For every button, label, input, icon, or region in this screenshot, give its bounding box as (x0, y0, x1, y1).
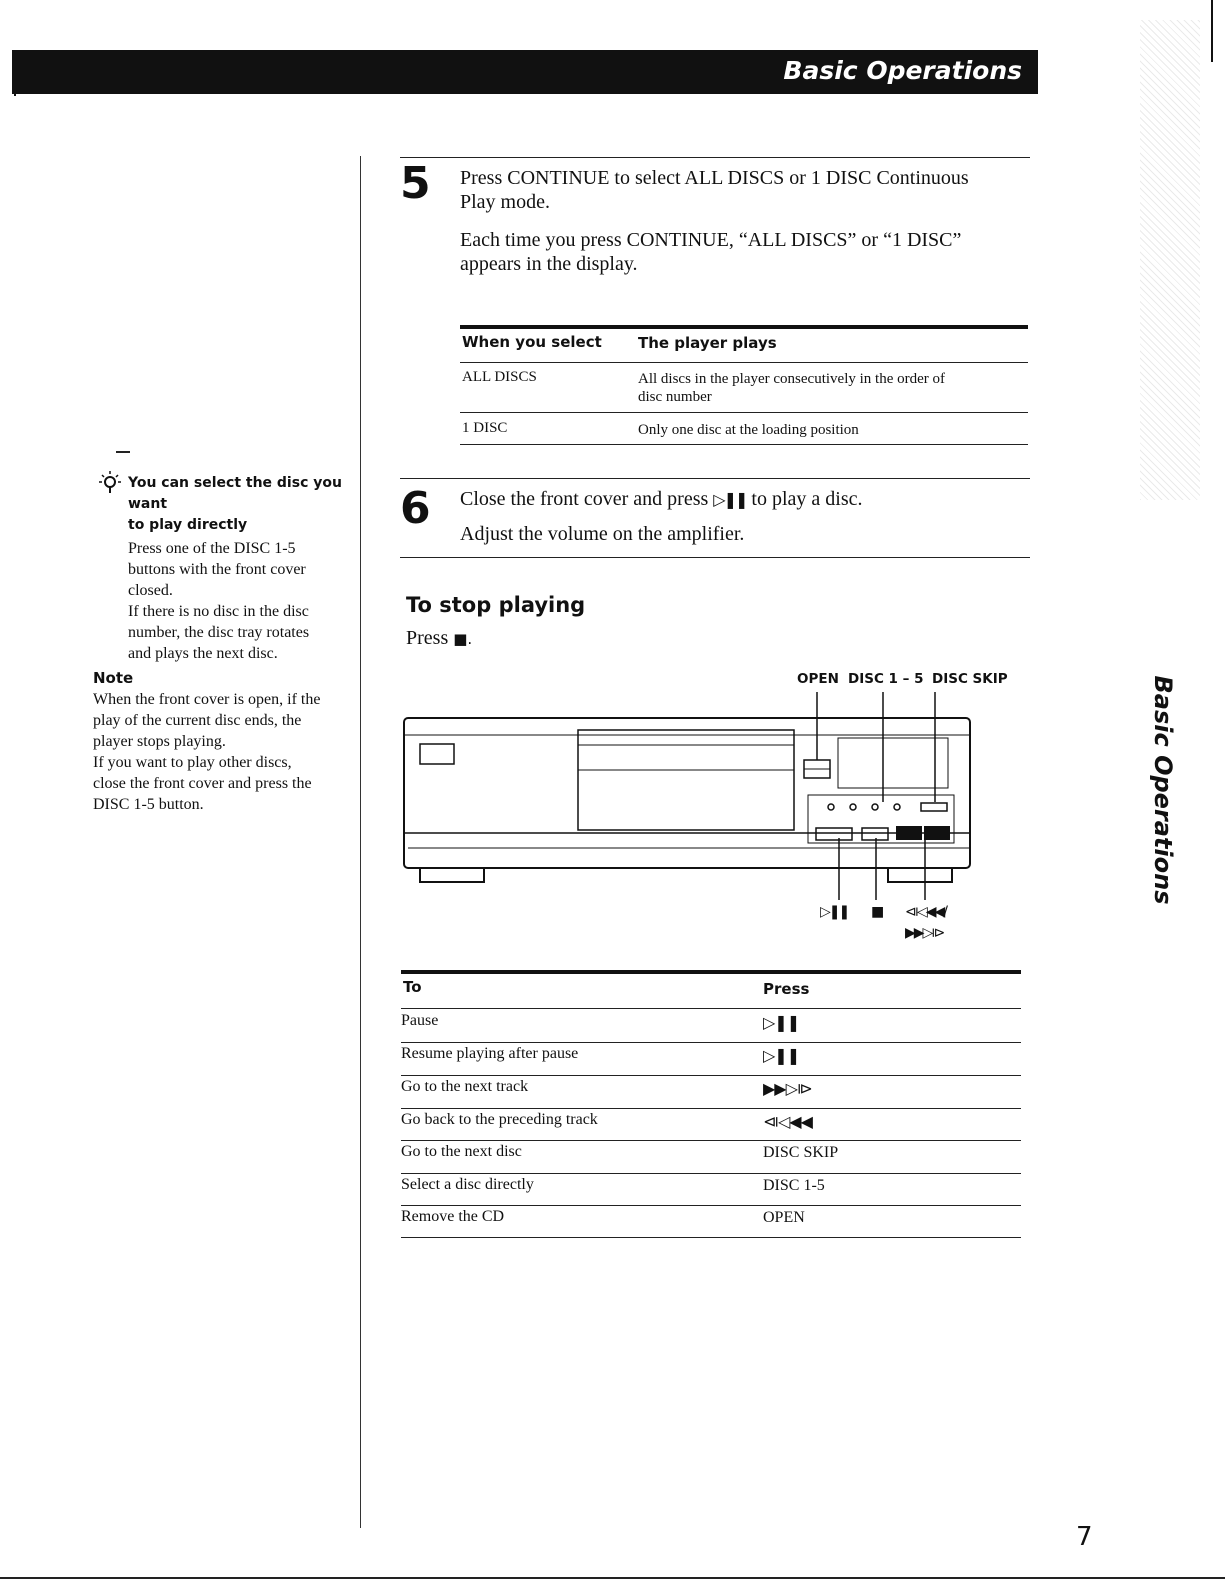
mode-table-header-plays: The player plays (638, 334, 777, 352)
mode-table-row2-select: 1 DISC (462, 420, 508, 436)
side-tab (1148, 675, 1178, 905)
step6-number: 6 (400, 483, 431, 534)
ops-row-press: OPEN (763, 1209, 805, 1226)
page-number: 7 (1076, 1522, 1093, 1552)
bottom-edge-line (0, 1577, 1225, 1579)
label-disc-1-5: DISC 1 – 5 (848, 671, 924, 687)
ops-row-press: ▷❚❚ (763, 1013, 800, 1032)
stop-heading: To stop playing (406, 593, 586, 617)
step6-instruction: Close the front cover and press ▷❚❚ to play a disc. Adjust the volume on the amplifier. (460, 488, 863, 545)
stop-instruction: Press ■. (406, 627, 473, 649)
mode-table-row1-plays: All discs in the player consecutively in the order of disc number (638, 371, 945, 405)
label-next-track: ▶▶▷⧐ (905, 925, 944, 941)
note-block (93, 667, 361, 815)
ops-row (401, 1075, 1021, 1109)
ops-row (401, 1205, 1021, 1238)
ops-header-to: To (403, 978, 422, 996)
play-pause-glyph: ▷❚❚ (713, 490, 747, 509)
note-body: When the front cover is open, if the play of the current disc ends, the player stops playing. If you want to play other discs, close the front cover and press the DISC 1-5 button. (93, 691, 321, 813)
label-prev-track: ⧏◁◀◀/ (905, 904, 947, 920)
ops-row (401, 1108, 1021, 1141)
ops-row-to: Go back to the preceding track (401, 1111, 598, 1128)
mode-table-row1-select: ALL DISCS (462, 369, 537, 385)
mode-table (460, 325, 1028, 449)
step5-instruction: Press CONTINUE to select ALL DISCS or 1 DISC Continuous Play mode. Each time you press CONTINUE, “ALL DISCS” or “1 DISC” appears in the display. (460, 167, 969, 275)
tip-title: You can select the disc you want to play directly (128, 475, 342, 533)
ops-header-press: Press (763, 980, 810, 998)
label-play-pause: ▷❚❚ (820, 904, 849, 920)
tip-dash (116, 451, 130, 453)
label-open: OPEN (797, 671, 839, 687)
tip-body: Press one of the DISC 1-5 buttons with the front cover closed. If there is no disc in the disc number, the disc tray rotates and plays the next disc. (128, 540, 310, 662)
cd-player-illustration (398, 690, 978, 900)
scan-edge-texture (1140, 20, 1200, 500)
ops-row (401, 1042, 1021, 1076)
mode-table-top-rule (460, 325, 1028, 329)
header-band (12, 50, 1038, 94)
mode-table-bottom-rule (460, 444, 1028, 445)
step6-bottom-rule (400, 557, 1030, 558)
ops-row-press: DISC 1-5 (763, 1177, 825, 1194)
step5-number: 5 (400, 158, 431, 209)
mode-table-row-rule (460, 412, 1028, 413)
mode-table-header-rule (460, 362, 1028, 363)
step6-top-rule (400, 478, 1030, 479)
ops-row-press: ▶▶▷⧐ (763, 1079, 812, 1098)
ops-row (401, 1173, 1021, 1206)
stop-glyph: ■. (453, 630, 473, 648)
ops-row (401, 1009, 1021, 1043)
header-left-tick (14, 90, 16, 96)
section-title: Basic Operations (783, 56, 1022, 85)
ops-table-top-rule (401, 970, 1021, 974)
label-disc-skip: DISC SKIP (932, 671, 1008, 687)
top-right-mark (1211, 0, 1213, 62)
tip-block (98, 473, 360, 664)
column-divider (360, 156, 361, 1528)
lightbulb-icon (98, 469, 124, 501)
ops-row-to: Resume playing after pause (401, 1045, 579, 1062)
ops-row-press: ▷❚❚ (763, 1046, 800, 1065)
ops-row-to: Select a disc directly (401, 1176, 534, 1193)
ops-row (401, 1140, 1021, 1174)
mode-table-header-select: When you select (462, 333, 602, 351)
note-title: Note (93, 669, 134, 687)
ops-row-to: Go to the next disc (401, 1143, 522, 1160)
ops-row-to: Go to the next track (401, 1078, 529, 1095)
ops-table (401, 970, 1021, 1240)
label-stop: ■ (871, 904, 885, 920)
ops-row-to: Pause (401, 1012, 439, 1029)
ops-row-press: ⧏◁◀◀ (763, 1112, 812, 1131)
side-tab-label: Basic Operations (1149, 675, 1177, 905)
ops-row-to: Remove the CD (401, 1208, 505, 1225)
step5-top-rule (400, 157, 1030, 158)
mode-table-row2-plays: Only one disc at the loading position (638, 422, 859, 438)
ops-row-press: DISC SKIP (763, 1144, 839, 1161)
